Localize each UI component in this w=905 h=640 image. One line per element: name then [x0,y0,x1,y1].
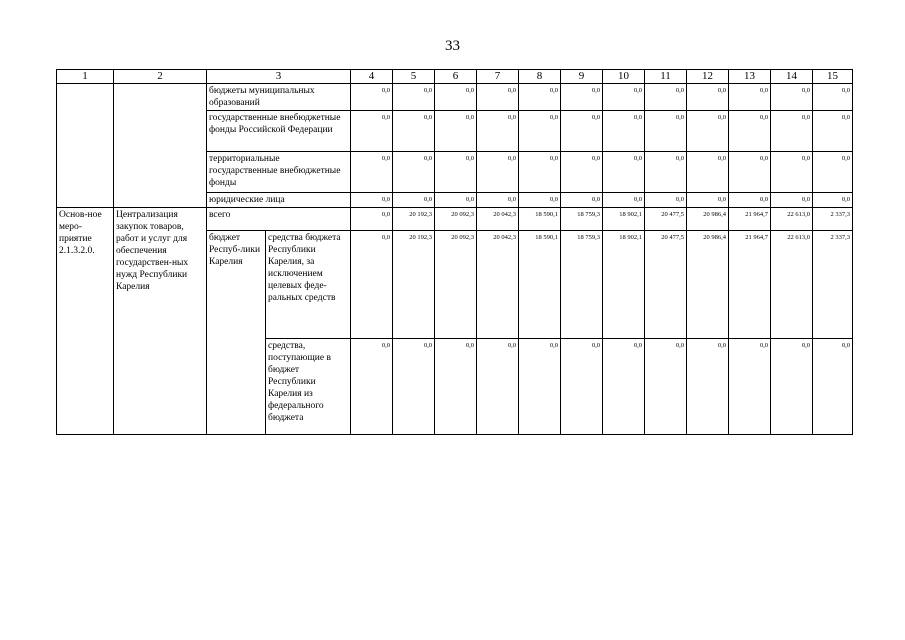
value-cell: 0,0 [561,111,603,152]
value-cell: 0,0 [771,193,813,208]
value-cell: 0,0 [393,111,435,152]
value-cell: 20 192,3 [393,208,435,231]
value-cell: 0,0 [351,84,393,111]
value-cell: 20 092,3 [435,231,477,339]
value-cell: 0,0 [351,208,393,231]
value-cell: 21 964,7 [729,208,771,231]
value-cell: 0,0 [729,193,771,208]
value-cell: 0,0 [435,111,477,152]
value-cell: 0,0 [351,111,393,152]
value-cell: 0,0 [813,152,853,193]
program-funding-table [56,69,853,435]
column-number: 6 [435,70,477,84]
source-label: юридические лица [207,193,351,208]
value-cell: 0,0 [519,84,561,111]
value-cell: 18 590,1 [519,208,561,231]
value-cell: 0,0 [645,84,687,111]
value-cell: 0,0 [393,84,435,111]
value-cell: 0,0 [645,339,687,435]
measure-name: Централизация закупок товаров, работ и услуг для обеспечения государствен-ных нужд Республики Карелия [114,208,207,435]
value-cell: 0,0 [435,152,477,193]
source-label: средства, поступающие в бюджет Республики Карелия из федерального бюджета [266,339,351,435]
value-cell: 20 477,5 [645,208,687,231]
value-cell: 0,0 [561,152,603,193]
value-cell: 0,0 [351,339,393,435]
value-cell: 0,0 [477,193,519,208]
column-number: 4 [351,70,393,84]
value-cell: 0,0 [393,193,435,208]
value-cell: 0,0 [771,111,813,152]
value-cell: 0,0 [603,339,645,435]
column-number: 8 [519,70,561,84]
value-cell: 20 192,3 [393,231,435,339]
value-cell: 18 759,3 [561,231,603,339]
value-cell: 0,0 [771,84,813,111]
value-cell: 22 613,0 [771,208,813,231]
source-label: средства бюджета Республики Карелия, за исключением целевых феде-ральных средств [266,231,351,339]
value-cell: 0,0 [603,111,645,152]
column-number: 7 [477,70,519,84]
value-cell: 0,0 [729,339,771,435]
value-cell: 20 477,5 [645,231,687,339]
value-cell: 0,0 [351,152,393,193]
value-cell: 20 092,3 [435,208,477,231]
value-cell: 0,0 [351,193,393,208]
column-number: 15 [813,70,853,84]
value-cell: 22 613,0 [771,231,813,339]
value-cell: 20 986,4 [687,208,729,231]
value-cell: 18 902,1 [603,231,645,339]
empty-cell [114,84,207,208]
value-cell: 0,0 [435,84,477,111]
column-number: 13 [729,70,771,84]
page-number: 33 [445,38,460,54]
value-cell: 0,0 [477,152,519,193]
column-number: 10 [603,70,645,84]
value-cell: 0,0 [687,193,729,208]
value-cell: 0,0 [477,111,519,152]
value-cell: 20 042,3 [477,208,519,231]
value-cell: 0,0 [813,111,853,152]
source-label: государственные внебюджетные фонды Российской Федерации [207,111,351,152]
column-number: 9 [561,70,603,84]
value-cell: 0,0 [687,339,729,435]
value-cell: 0,0 [771,152,813,193]
value-cell: 0,0 [393,152,435,193]
column-number: 3 [207,70,351,84]
value-cell: 0,0 [645,152,687,193]
value-cell: 0,0 [351,231,393,339]
source-label: территориальные государственные внебюджетные фонды [207,152,351,193]
value-cell: 18 902,1 [603,208,645,231]
value-cell: 0,0 [393,339,435,435]
value-cell: 0,0 [729,84,771,111]
value-cell: 0,0 [645,193,687,208]
value-cell: 0,0 [435,339,477,435]
value-cell: 0,0 [603,152,645,193]
value-cell: 0,0 [687,111,729,152]
value-cell: 0,0 [435,193,477,208]
value-cell: 20 042,3 [477,231,519,339]
value-cell: 21 964,7 [729,231,771,339]
value-cell: 18 590,1 [519,231,561,339]
column-number: 12 [687,70,729,84]
column-number: 11 [645,70,687,84]
value-cell: 0,0 [729,111,771,152]
value-cell: 0,0 [813,339,853,435]
value-cell: 0,0 [519,193,561,208]
value-cell: 2 337,3 [813,208,853,231]
source-label: бюджеты муниципальных образований [207,84,351,111]
value-cell: 0,0 [687,84,729,111]
value-cell: 0,0 [603,193,645,208]
value-cell: 0,0 [729,152,771,193]
value-cell: 0,0 [477,84,519,111]
value-cell: 0,0 [813,193,853,208]
column-number: 1 [57,70,114,84]
value-cell: 20 986,4 [687,231,729,339]
total-label: всего [207,208,351,231]
value-cell: 0,0 [561,193,603,208]
column-number: 5 [393,70,435,84]
column-number: 14 [771,70,813,84]
value-cell: 0,0 [771,339,813,435]
value-cell: 0,0 [519,339,561,435]
empty-cell [57,84,114,208]
value-cell: 0,0 [603,84,645,111]
measure-code: Основ-ное меро-приятие 2.1.3.2.0. [57,208,114,435]
table-row [57,208,853,231]
budget-label: бюджет Респуб-лики Карелия [207,231,266,435]
value-cell: 0,0 [561,84,603,111]
value-cell: 0,0 [645,111,687,152]
value-cell: 0,0 [519,152,561,193]
value-cell: 0,0 [561,339,603,435]
value-cell: 0,0 [519,111,561,152]
value-cell: 2 337,3 [813,231,853,339]
column-number: 2 [114,70,207,84]
value-cell: 0,0 [687,152,729,193]
value-cell: 18 759,3 [561,208,603,231]
column-number-row [57,70,853,84]
value-cell: 0,0 [477,339,519,435]
value-cell: 0,0 [813,84,853,111]
table-row [57,84,853,111]
